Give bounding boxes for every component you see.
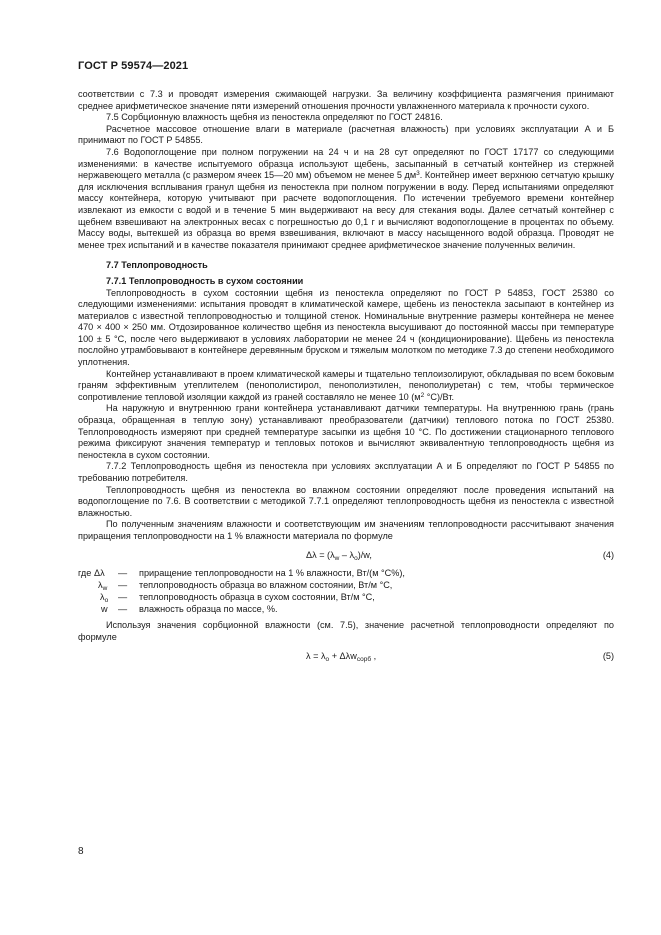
formula-4 <box>78 543 614 568</box>
section-heading-7-7: 7.7 Теплопроводность <box>106 260 208 271</box>
superscript-cube: 3 <box>416 170 420 178</box>
superscript-square: 2 <box>420 391 425 399</box>
definition-row <box>78 592 614 604</box>
paragraph-dry-conductivity: Теплопроводность в сухом состоянии щебня из пеностекла определяют по ГОСТ Р 54853, ГОСТ 25380 со следующими изменениями: испытания проводят в климатической камере, щебень из пеностекла засыпают в контейнер из материалов с известной теплопроводностью и толщиной стенок. Номинальные внутренние размеры контейнера не менее 470 × 400 × 250 мм. Отдозированное количество щебня из пеностекла высушивают до постоянной массы при температуре 100 ± 5 °С, после чего выдерживают в условиях лаборатории не менее 24 ч (кондиционирование). Щебень из пеностекла послойно утрамбовывают в контейнере деревянным бруском и тяжелым молотком по методике 7.3 до степени необходимого уплотнения. <box>78 287 614 368</box>
paragraph-wet-conductivity: Теплопроводность щебня из пеностекла во влажном состоянии определяют после проведения испытаний на водопоглощение по 7.6. В соответствии с методикой 7.7.1 определяют теплопроводность щебня из пеностекла с известной влажностью. <box>78 484 614 518</box>
paragraph-container-insulation <box>78 369 614 404</box>
formula-5-number: (5) <box>602 650 614 661</box>
page-number: 8 <box>78 846 84 857</box>
definition-symbol: $\lambda_w$ <box>98 579 108 592</box>
definition-dash: — <box>118 604 128 615</box>
definition-lead: где <box>78 567 92 578</box>
definition-text: теплопроводность образца во влажном состоянии, Вт/м °С, <box>139 579 393 590</box>
paragraph-sorption-intro: Используя значения сорбционной влажности (см. 7.5), значение расчетной теплопроводности определяют по формуле <box>78 620 614 642</box>
definition-dash: — <box>118 579 128 590</box>
formula-4-number: (4) <box>602 549 614 560</box>
definition-text: влажность образца по массе, %. <box>139 604 278 615</box>
formula-5 <box>78 644 614 669</box>
definition-row <box>78 604 614 616</box>
document-body <box>78 89 614 669</box>
formula-4-expression: $\Delta\lambda = (\lambda_w - \lambda_o)/w$, <box>306 549 372 562</box>
definition-symbol: $\lambda_o$ <box>100 591 109 604</box>
paragraph-calc-moisture: Расчетное массовое отношение влаги в материале (расчетная влажность) при условиях эксплуатации А и Б принимают по ГОСТ Р 54855. <box>78 123 614 146</box>
paragraph-container-part2: °С)/Вт. <box>424 391 455 402</box>
definition-text: приращение теплопроводности на 1 % влажности, Вт/(м °С%), <box>139 567 405 578</box>
paragraph-increment-intro: По полученным значениям влажности и соответствующим им значениям теплопроводности рассчитывают значения приращения теплопроводности на 1 % влажности материала по формуле <box>78 519 614 541</box>
paragraph-sensors: На наружную и внутреннюю грани контейнера устанавливают датчики температуры. На внутреннюю грань (грань образца, обращенная в теплую зону) устанавливают преобразователи (датчики) теплового потока по ГОСТ 25380. Теплопроводность измеряют при средней температуре засыпки из щебня 10 °С. По достижении стационарного теплового режима фиксируют значения температур и тепловых потоков и вычисляют эквивалентную теплопроводность щебня из пеностекла в сухом состоянии. <box>78 403 614 460</box>
definition-row <box>78 580 614 592</box>
definitions-list <box>78 568 614 617</box>
paragraph-7-6 <box>78 147 614 251</box>
paragraph-7-6-part1: 7.6 Водопоглощение при полном погружении на 24 ч и на 28 сут определяют по ГОСТ 17177 со следующими изменениями: в качестве испытуемого образца используют щебень, засыпанный в сетчатый контейнер из стержней нержавеющего металла (с размером ячеек 15—20 мм) объемом не менее 5 дм <box>78 146 614 181</box>
paragraph-container-part1: Контейнер устанавливают в проем климатической камеры и тщательно теплоизолируют, обкладывая по всем боковым граням эффективным утеплителем (пенополистирол, пенополиэтилен, пенополиуретан) с тем, чтобы термическое сопротивление тепловой изоляции каждой из граней составляло не менее 10 (м <box>78 368 614 402</box>
definition-symbol: Δλ <box>94 567 105 578</box>
paragraph-7-5: 7.5 Сорбционную влажность щебня из пеностекла определяют по ГОСТ 24816. <box>106 112 443 123</box>
definition-dash: — <box>118 567 128 578</box>
definition-row <box>78 568 614 580</box>
formula-5-expression: $\lambda = \lambda_o + \Delta\lambda w_{сорб}$ , <box>306 650 377 663</box>
section-heading-7-7-1: 7.7.1 Теплопроводность в сухом состоянии <box>106 275 304 286</box>
document-header: ГОСТ Р 59574—2021 <box>78 60 189 72</box>
definition-symbol: w <box>101 604 108 615</box>
paragraph-7-6-part2: . Контейнер имеет верхнюю сетчатую крышку для исключения всплывания гранул щебня из пеностекла при полном погружении в воду. Перед испытаниями определяют массу контейнера, которую учитывают при расчете водопоглощения. По истечении требуемого времени контейнер извлекают из емкости с водой и в течение 5 мин выдерживают на весу для стекания воды. Далее сетчатый контейнер с щебнем взвешивают на электронных весах с погрешностью до 0,1 г и вычисляют водопоглощение в процентах по объему. Массу воды, вытекшей из образца во время взвешивания, включают в массу насыщенного водой образца. Проводят не менее трех испытаний и в качестве показателя принимают среднее арифметическое значение полученных величин. <box>78 170 614 250</box>
definition-text: теплопроводность образца в сухом состоянии, Вт/м °С, <box>139 591 375 602</box>
paragraph-continuation: соответствии с 7.3 и проводят измерения сжимающей нагрузки. За величину коэффициента размягчения принимают среднее арифметическое значение пяти измерений отношения прочности увлажненного материала к прочности сухого. <box>78 89 614 111</box>
paragraph-7-7-2: 7.7.2 Теплопроводность щебня из пеностекла при условиях эксплуатации А и Б определяют по ГОСТ Р 54855 по требованию потребителя. <box>78 461 614 483</box>
definition-dash: — <box>118 591 128 602</box>
